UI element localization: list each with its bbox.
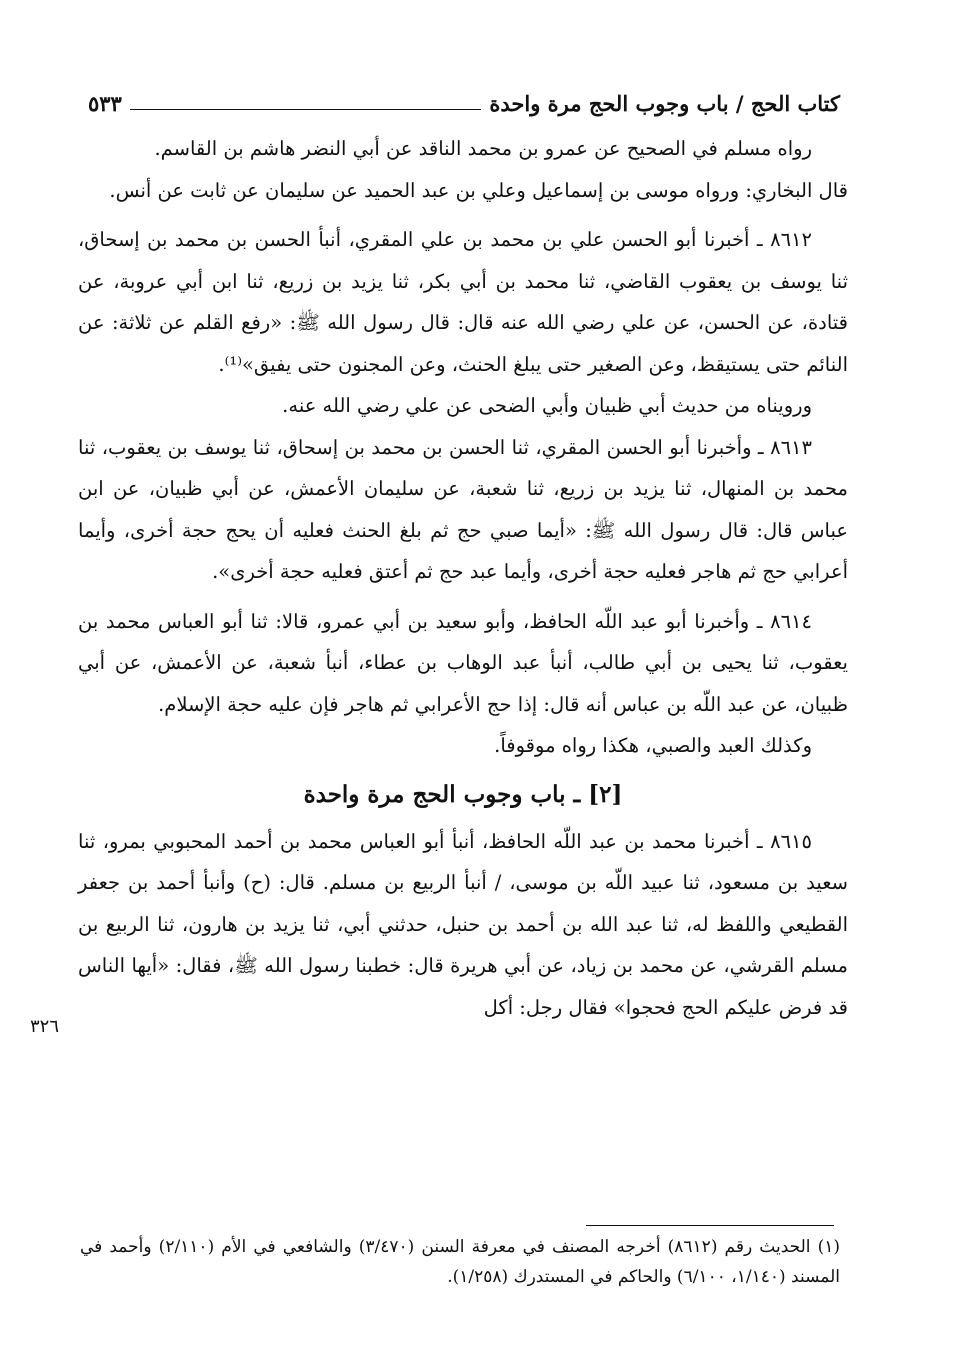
paragraph: رواه مسلم في الصحيح عن عمرو بن محمد الناقد عن أبي النضر هاشم بن القاسم. xyxy=(154,137,812,160)
main-text xyxy=(78,128,848,1028)
paragraph: وكذلك العبد والصبي، هكذا رواه موقوفاً. xyxy=(494,734,812,757)
hadith-paragraph: ٨٦١٣ ـ وأخبرنا أبو الحسن المقري، ثنا الحسن بن محمد بن إسحاق، ثنا يوسف بن يعقوب، ثنا محمد بن المنهال، ثنا يزيد بن زريع، ثنا شعبة، عن سليمان الأعمش، عن أبي ظبيان، عن ابن عباس قال: قال رسول الله ﷺ: «أيما صبي حج ثم بلغ الحنث فعليه أن يحج حجة أخرى، وأيما أعرابي حج ثم هاجر فعليه حجة أخرى، وأيما عبد حج ثم أعتق فعليه حجة أخرى». xyxy=(78,435,848,583)
paragraph: قال البخاري: ورواه موسى بن إسماعيل وعلي بن عبد الحميد عن سليمان عن ثابت عن أنس. xyxy=(109,178,848,202)
header-title: كتاب الحج / باب وجوب الحج مرة واحدة xyxy=(489,91,840,116)
footnote: (١) الحديث رقم (٨٦١٢) أخرجه المصنف في معرفة السنن (٣/٤٧٠) والشافعي في الأم (٢/١١٠) وأحمد في المسند (١/١٤٠، ٦/١٠٠) والحاكم في المستدرك (١/٢٥٨). xyxy=(80,1237,841,1287)
page-number: ٥٣٣ xyxy=(88,91,122,116)
hadith-paragraph: ٨٦١٥ ـ أخبرنا محمد بن عبد اللّه الحافظ، أنبأ أبو العباس محمد بن أحمد المحبوبي بمرو، ثنا سعيد بن مسعود، ثنا عبيد اللّه بن موسى، / أنبأ الربيع بن مسلم. قال: (ح) وأنبأ أحمد بن جعفر القطيعي واللفظ له، ثنا عبد الله بن أحمد بن حنبل، حدثني أبي، ثنا يزيد بن هارون، ثنا الربيع بن مسلم القرشي، عن محمد بن زياد، عن أبي هريرة قال: خطبنا رسول الله ﷺ، فقال: «أيها الناس قد فرض عليكم الحج فحجوا» فقال رجل: أكل xyxy=(78,829,848,1019)
hadith-paragraph: ٨٦١٤ ـ وأخبرنا أبو عبد اللّه الحافظ، وأبو سعيد بن أبي عمرو، قالا: ثنا أبو العباس محمد بن يعقوب، ثنا يحيى بن أبي طالب، أنبأ عبد الوهاب بن عطاء، أنبأ شعبة، عن الأعمش، عن أبي ظبيان، عن عبد اللّه بن عباس أنه قال: إذا حج الأعرابي ثم هاجر فإن عليه حجة الإسلام. xyxy=(78,609,848,716)
running-header xyxy=(88,74,840,114)
paragraph: ورويناه من حديث أبي ظبيان وأبي الضحى عن علي رضي الله عنه. xyxy=(282,394,812,417)
footnotes xyxy=(80,1232,840,1292)
section-heading: [٢] ـ باب وجوب الحج مرة واحدة xyxy=(303,780,623,808)
hadith-paragraph: ٨٦١٢ ـ أخبرنا أبو الحسن علي بن محمد بن علي المقري، أنبأ الحسن بن محمد بن إسحاق، ثنا يوسف بن يعقوب القاضي، ثنا محمد بن أبي بكر، ثنا يزيد بن زريع، ثنا ابن أبي عروبة، عن قتادة، عن الحسن، عن علي رضي الله عنه قال: قال رسول الله ﷺ: «رفع القلم عن ثلاثة: عن النائم حتى يستيقظ، وعن الصغير حتى يبلغ الحنث، وعن المجنون حتى يفيق»⁽¹⁾. xyxy=(78,228,848,376)
margin-volume-ref: ٣٢٦ xyxy=(30,1016,60,1037)
footnote-separator xyxy=(586,1225,834,1226)
header-rule xyxy=(130,109,482,110)
